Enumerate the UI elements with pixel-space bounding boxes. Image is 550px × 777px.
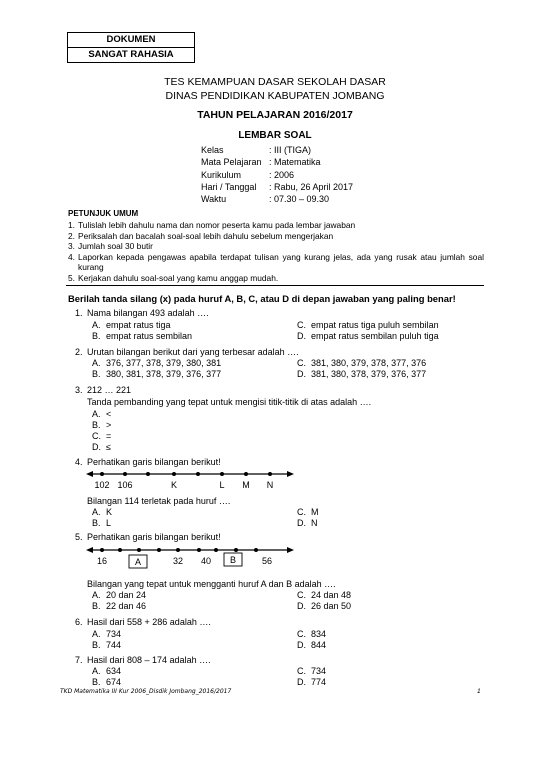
option-c[interactable]: C. 734 <box>297 666 327 676</box>
question-2: 2. Urutan bilangan berikut dari yang terbesar adalah …. <box>75 347 299 357</box>
question-5-prompt: Bilangan yang tepat untuk mengganti huruf A dan B adalah …. <box>87 579 336 589</box>
option-c[interactable]: C. = <box>92 431 112 441</box>
tick-point <box>146 472 150 476</box>
option-a[interactable]: A. 734 <box>92 629 122 639</box>
tick-point <box>214 548 218 552</box>
tick-point <box>118 548 122 552</box>
tick-point <box>254 548 258 552</box>
tick-point <box>100 548 104 552</box>
option-c[interactable]: C. 381, 380, 379, 378, 377, 376 <box>297 358 427 368</box>
exam-info-row: Waktu : 07.30 – 09.30 <box>201 194 330 205</box>
question-7: 7. Hasil dari 808 – 174 adalah …. <box>75 655 211 665</box>
option-c[interactable]: C. 24 dan 48 <box>297 590 352 600</box>
option-a[interactable]: A. K <box>92 507 113 517</box>
option-b[interactable]: B. 674 <box>92 677 122 687</box>
tick-label: N <box>266 480 274 490</box>
question-3: 3. 212 … 221 Tanda pembanding yang tepat untuk mengisi titik-titik di atas adalah …. <box>75 385 372 407</box>
divider-rule <box>66 285 484 286</box>
question-stem: Urutan bilangan berikut dari yang terbesar adalah …. <box>87 347 299 357</box>
question-1: 1. Nama bilangan 493 adalah …. <box>75 308 209 318</box>
tick-label: 56 <box>261 556 273 566</box>
exam-info <box>201 144 353 205</box>
tick-label: M <box>242 480 250 490</box>
option-a[interactable]: A. < <box>92 409 112 419</box>
option-b[interactable]: B. L <box>92 518 112 528</box>
question-stem: Perhatikan garis bilangan berikut! <box>87 532 221 542</box>
option-c[interactable]: C. empat ratus tiga puluh sembilan <box>297 320 439 330</box>
tick-point <box>197 548 201 552</box>
question-4-prompt: Bilangan 114 terletak pada huruf …. <box>87 496 231 506</box>
sheet-title: LEMBAR SOAL <box>238 130 312 141</box>
option-d[interactable]: D. N <box>297 518 318 528</box>
header-line-2: DINAS PENDIDIKAN KABUPATEN JOMBANG <box>165 90 385 102</box>
option-a[interactable]: A. 376, 377, 378, 379, 380, 381 <box>92 358 222 368</box>
instructions-title: PETUNJUK UMUM <box>68 209 139 218</box>
tick-point <box>244 472 248 476</box>
arrow-right <box>287 547 294 553</box>
tick-point <box>220 472 224 476</box>
question-stem: Hasil dari 808 – 174 adalah …. <box>87 655 211 665</box>
option-d[interactable]: D. 26 dan 50 <box>297 601 352 611</box>
tick-point <box>172 472 176 476</box>
tick-label: 16 <box>96 556 108 566</box>
option-d[interactable]: D. 774 <box>297 677 327 687</box>
option-a[interactable]: A. 634 <box>92 666 122 676</box>
exam-info-row: Kurikulum : 2006 <box>201 169 295 180</box>
tick-point <box>157 548 161 552</box>
option-c[interactable]: C. 834 <box>297 629 327 639</box>
exam-info-row: Mata Pelajaran : Matematika <box>201 157 321 168</box>
instructions-list <box>68 220 484 284</box>
option-d[interactable]: D. ≤ <box>92 442 111 452</box>
tick-label: K <box>170 480 178 490</box>
instruction-item: 3. Jumlah soal 30 butir <box>68 241 153 252</box>
arrow-right <box>287 471 294 477</box>
question-5: 5. Perhatikan garis bilangan berikut! <box>75 532 221 542</box>
question-4: 4. Perhatikan garis bilangan berikut! <box>75 457 221 467</box>
tick-label: 40 <box>200 556 212 566</box>
instruction-item: 5. Kerjakan dahulu soal-soal yang kamu anggap mudah. <box>68 272 279 283</box>
arrow-left <box>86 471 93 477</box>
stamp-line-1: DOKUMEN <box>106 34 156 45</box>
question-stem: 212 … 221 <box>87 385 132 395</box>
tick-point <box>176 548 180 552</box>
tick-label: B <box>229 555 237 565</box>
instruction-item: 2. Periksalah dan bacalah soal-soal lebih dahulu sebelum mengerjakan <box>68 230 334 241</box>
footer-text: TKD Matematika III Kur 2006_Disdik Jombang_2016/2017 <box>60 688 232 695</box>
stamp-line-2: SANGAT RAHASIA <box>68 47 194 62</box>
tick-point <box>123 472 127 476</box>
option-d[interactable]: D. 381, 380, 378, 379, 376, 377 <box>297 369 427 379</box>
school-year-title: TAHUN PELAJARAN 2016/2017 <box>197 109 353 121</box>
header-line-1: TES KEMAMPUAN DASAR SEKOLAH DASAR <box>164 76 386 88</box>
question-stem: Nama bilangan 493 adalah …. <box>87 308 209 318</box>
tick-label: 106 <box>117 480 133 490</box>
tick-point <box>196 472 200 476</box>
option-c[interactable]: C. M <box>297 507 319 517</box>
exam-info-row: Kelas : III (TIGA) <box>201 145 311 155</box>
option-b[interactable]: B. empat ratus sembilan <box>92 331 193 341</box>
option-a[interactable]: A. 20 dan 24 <box>92 590 147 600</box>
question-stem: Hasil dari 558 + 286 adalah …. <box>87 617 211 627</box>
option-b[interactable]: B. 22 dan 46 <box>92 601 147 611</box>
tick-point <box>137 548 141 552</box>
arrow-left <box>86 547 93 553</box>
tick-label: A <box>134 557 142 567</box>
question-prompt: Tanda pembanding yang tepat untuk mengisi titik-titik di atas adalah …. <box>87 397 372 407</box>
question-6: 6. Hasil dari 558 + 286 adalah …. <box>75 617 211 627</box>
instruction-item: 1. Tulislah lebih dahulu nama dan nomor peserta kamu pada lembar jawaban <box>68 220 356 230</box>
option-a[interactable]: A. empat ratus tiga <box>92 320 171 330</box>
question-stem: Perhatikan garis bilangan berikut! <box>87 457 221 467</box>
instruction-item: 4. Laporkan kepada pengawas apabila terdapat tulisan yang kurang jelas, ada yang rusak atau jumlah soal kurang <box>68 251 484 273</box>
number-line-figure <box>86 468 296 492</box>
classification-stamp <box>67 32 195 63</box>
answer-directive: Berilah tanda silang (x) pada huruf A, B, C, atau D di depan jawaban yang paling benar! <box>68 293 456 304</box>
option-d[interactable]: D. empat ratus sembilan puluh tiga <box>297 331 439 341</box>
tick-label: L <box>219 480 225 490</box>
tick-point <box>268 472 272 476</box>
option-b[interactable]: B. 380, 381, 378, 379, 376, 377 <box>92 369 222 379</box>
option-d[interactable]: D. 844 <box>297 640 327 650</box>
tick-label: 102 <box>94 480 110 490</box>
option-b[interactable]: B. > <box>92 420 112 430</box>
number-line-figure <box>86 544 296 570</box>
tick-label: 32 <box>172 556 184 566</box>
exam-info-row: Hari / Tanggal : Rabu, 26 April 2017 <box>201 181 354 192</box>
tick-point <box>100 472 104 476</box>
page-number: 1 <box>477 688 481 695</box>
tick-point <box>234 548 238 552</box>
option-b[interactable]: B. 744 <box>92 640 122 650</box>
